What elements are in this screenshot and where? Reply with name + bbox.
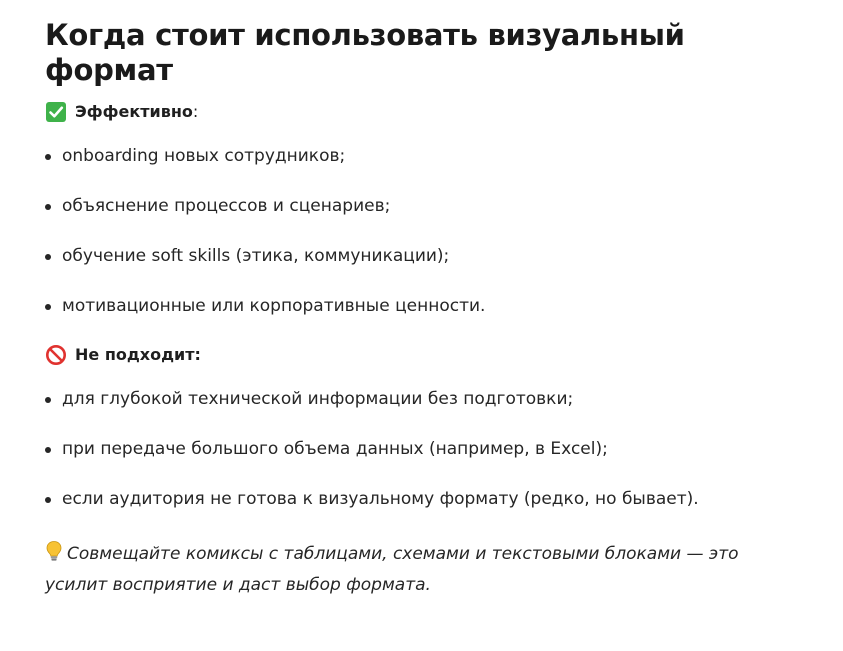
prohibited-icon xyxy=(45,344,67,366)
list-item-text: для глубокой технической информации без подготовки; xyxy=(62,389,574,409)
document-content xyxy=(45,18,825,601)
list-item xyxy=(45,295,825,317)
effective-label: Эффективно xyxy=(75,102,193,121)
not-suitable-heading xyxy=(45,344,825,366)
check-mark-button-icon xyxy=(45,101,67,123)
not-suitable-label: Не подходит: xyxy=(75,345,201,364)
list-item-text: onboarding новых сотрудников; xyxy=(62,146,346,166)
effective-label-suffix: : xyxy=(192,102,199,121)
tip-text: Совмещайте комиксы с таблицами, схемами и текстовыми блоками — это усилит восприятие и даст выбор формата. xyxy=(45,544,739,595)
list-item-text: обучение soft skills (этика, коммуникации); xyxy=(62,246,450,266)
list-item xyxy=(45,388,825,410)
list-item xyxy=(45,195,825,217)
tip-paragraph xyxy=(45,539,785,601)
bullet xyxy=(45,154,51,160)
bullet xyxy=(45,304,51,310)
effective-list xyxy=(45,145,825,317)
list-item xyxy=(45,245,825,267)
bullet xyxy=(45,254,51,260)
bullet xyxy=(45,447,51,453)
light-bulb-icon xyxy=(45,540,63,562)
list-item-text: если аудитория не готова к визуальному формату (редко, но бывает). xyxy=(62,489,699,509)
list-item xyxy=(45,488,825,510)
list-item-text: при передаче большого объема данных (например, в Excel); xyxy=(62,439,608,459)
list-item xyxy=(45,438,825,460)
bullet xyxy=(45,204,51,210)
list-item-text: мотивационные или корпоративные ценности. xyxy=(62,296,486,316)
bullet xyxy=(45,397,51,403)
effective-heading xyxy=(45,101,825,123)
bullet xyxy=(45,497,51,503)
list-item xyxy=(45,145,825,167)
page-title: Когда стоит использовать визуальный формат xyxy=(45,18,685,87)
not-suitable-list xyxy=(45,388,825,510)
list-item-text: объяснение процессов и сценариев; xyxy=(62,196,391,216)
